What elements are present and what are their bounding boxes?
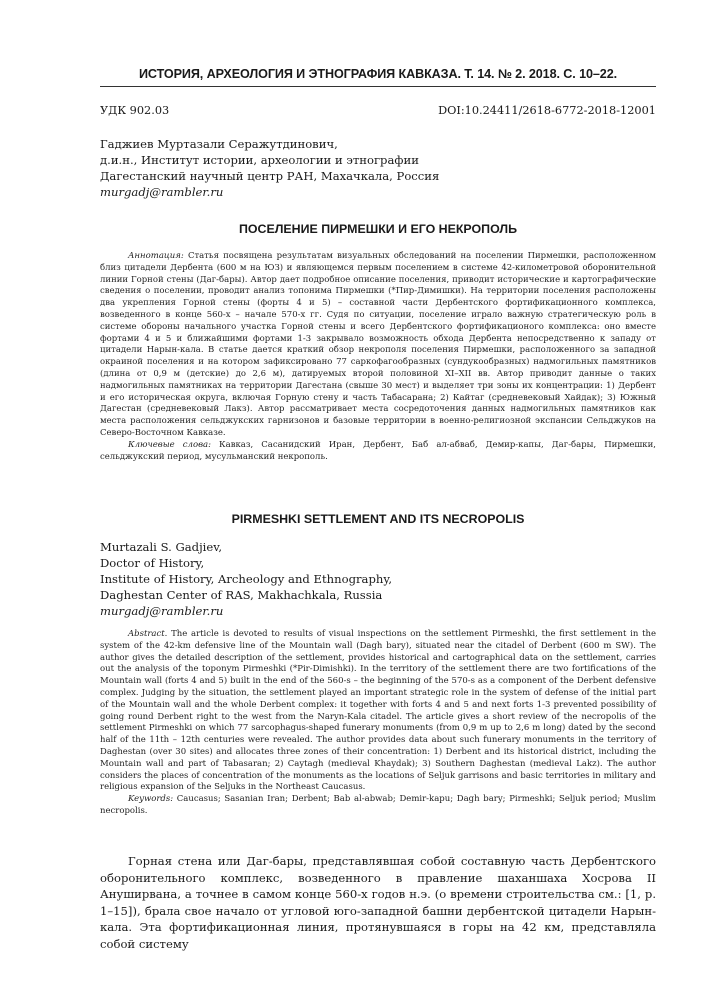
author-name-en: Murtazali S. Gadjiev, — [100, 540, 223, 554]
keywords-text-en: Caucasus; Sasanian Iran; Derbent; Bab al-abwab; Demir-kapu; Dagh bary; Pirmeshki; Seljuk period; Muslim necropolis. — [100, 794, 656, 816]
journal-header: ИСТОРИЯ, АРХЕОЛОГИЯ И ЭТНОГРАФИЯ КАВКАЗА. Т. 14. № 2. 2018. С. 10–22. — [138, 67, 618, 81]
abstract-en — [100, 629, 656, 818]
author-institute-en: Institute of History, Archeology and Ethnography, — [100, 572, 393, 586]
article-title-en: PIRMESHKI SETTLEMENT AND ITS NECROPOLIS — [231, 512, 525, 526]
author-email: murgadj@rambler.ru — [100, 185, 224, 199]
keywords-text: Кавказ, Сасанидский Иран, Дербент, Баб ал-абваб, Демир-капы, Даг-бары, Пирмешки, сельджукский период, мусульманский некрополь. — [100, 439, 656, 462]
abstract-ru — [100, 251, 656, 463]
abstract-text-en: . The article is devoted to results of visual inspections on the settlement Pirmeshki, the first settlement in the system of the 42-km defensive line of the Mountain wall (Dagh bary), situated near the citadel of Derbent (600 m SW). The author gives the detailed description of the settlement, provides historical and cartographical data on the settlement, carries out the analysis of the toponym Pirmeshki (*Pir-Dimishki). In the territory of the settlement there are two fortifications of the Mountain wall (forts 4 and 5) built in the end of the 560-s – the beginning of the 570-s as a component of the Derbent defensive complex. Judging by the situation, the settlement played an important strategic role in the system of defense of the initial part of the Mountain wall and the whole Derbent complex: it together with forts 4 and 5 and next forts 1-3 prevented possibility of going round Derbent right to the west from the Naryn-Kala citadel. The article gives a short review of the necropolis of the settlement Pirmeshki on which 77 sarcophagus-shaped funerary monuments (from 0,9 m up to 2,6 m long) dated by the second half of the 11th – 12th centuries were revealed. The author provides data about such funerary monuments in the territory of Daghestan (over 30 sites) and allocates three zones of their concentration: 1) Derbent and its historical district, including the Mountain wall and part of Tabasaran; 2) Caytagh (medieval Khaydak); 3) Southern Daghestan (medieval Lakz). The author considers the places of concentration of the monuments as the locations of Seljuk garrisons and basic territories in military and religious expansion of the Seljuks in the Northeast Caucasus. — [100, 629, 656, 793]
abstract-text: Статья посвящена результатам визуальных обследований на поселении Пирмешки, расположенном близ цитадели Дербента (600 м на ЮЗ) и являющемся первым поселением в системе 42-километровой оборонительной линии Горной стены (Даг-бары). Автор дает подробное описание поселения, приводит исторические и картографические сведения о поселении, проводит анализ топонима Пирмешки (*Пир-Димишки). На территории поселения расположены два укрепления Горной стены (форты 4 и 5) – составной части Дербентского фортификационного комплекса, возведенного в конце 560-х – начале 570-х гг. Судя по ситуации, поселение играло важную стратегическую роль в системе обороны начального участка Горной стены и всего Дербентского фортификационого комплекса: оно вместе фортами 4 и 5 и ближайшими фортами 1-3 закрывало возможность обхода Дербента непосредственно к западу от цитадели Нарын-кала. В статье дается краткий обзор некрополя поселения Пирмешки, расположенного за западной окраиной поселения и на котором зафиксировано 77 саркофагообразных (сундукообразных) надмогильных памятников (длина от 0,9 м (детские) до 2,6 м), датируемых второй половиной XI–XII вв. Автор приводит данные о таких надмогильных памятниках на территории Дагестана (свыше 30 мест) и выделяет три зоны их концентрации: 1) Дербент и его историческая округа, включая Горную стену и часть Табасарана; 2) Кайтаг (средневековый Хайдак); 3) Южный Дагестан (средневековый Лакз). Автор рассматривает места сосредоточения данных надмогильных памятников как места расположения сельджукских гарнизонов и базовые территории в военно-религиозной экспансии Сельджуков на Северо-Восточном Кавказе. — [100, 251, 656, 438]
body-text — [100, 853, 656, 952]
author-email-en: murgadj@rambler.ru — [100, 604, 224, 618]
author-degree-en: Doctor of History, — [100, 556, 205, 570]
body-paragraph: Горная стена или Даг-бары, представлявшая собой составную часть Дербентского оборонительного комплекс, возведенного в правление шаханшаха Хосрова II Ануширвана, а точнее в самом конце 560-х годов н.э. (о времени строительства см.: [1, p. 1–15]), брала свое начало от угловой юго-западной башни дербентской цитадели Нарын-кала. Эта фортификационная линия, протянувшаяся в горы на 42 км, представляла собой систему — [100, 854, 656, 951]
header-divider — [100, 86, 656, 87]
doi-code: DOI:10.24411/2618-6772-2018-12001 — [438, 104, 656, 117]
keywords-label-en: Keywords: — [128, 794, 174, 805]
author-block-en — [100, 539, 660, 619]
article-title-ru: ПОСЕЛЕНИЕ ПИРМЕШКИ И ЕГО НЕКРОПОЛЬ — [238, 222, 518, 236]
author-center-en: Daghestan Center of RAS, Makhachkala, Russia — [100, 588, 383, 602]
keywords-label: Ключевые слова: — [128, 439, 211, 450]
abstract-label: Аннотация: — [128, 251, 184, 261]
author-name: Гаджиев Муртазали Серажутдинович, — [100, 137, 338, 151]
author-block-ru — [100, 136, 660, 200]
udc-code: УДК 902.03 — [100, 104, 170, 117]
abstract-label-en: Abstract — [128, 629, 165, 639]
author-affiliation: Дагестанский научный центр РАН, Махачкала, Россия — [100, 169, 440, 183]
author-degree: д.и.н., Институт истории, археологии и этнографии — [100, 153, 419, 167]
